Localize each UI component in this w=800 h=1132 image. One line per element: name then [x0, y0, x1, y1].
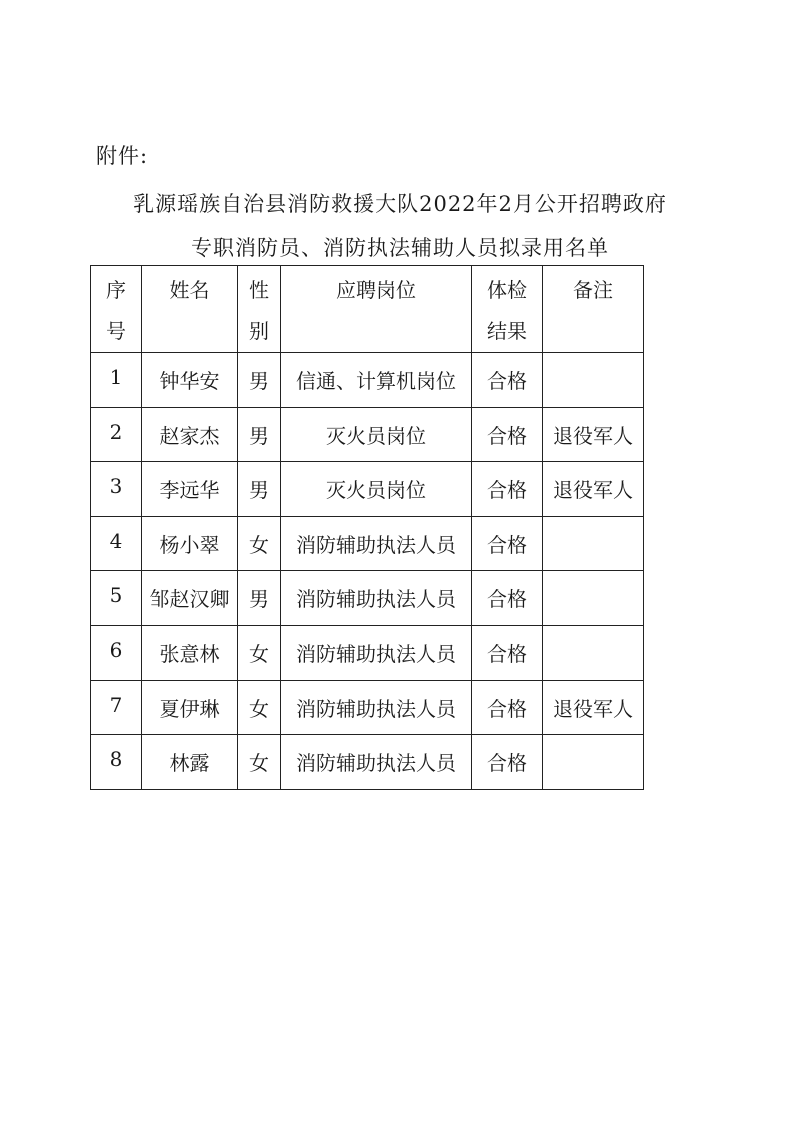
cell-position: 消防辅助执法人员	[281, 625, 472, 680]
header-note: 备注	[543, 266, 644, 353]
table-row	[91, 680, 644, 735]
document-title-line-1: 乳源瑶族自治县消防救援大队2022年2月公开招聘政府	[133, 192, 667, 216]
cell-position: 消防辅助执法人员	[281, 516, 472, 571]
cell-exam-result: 合格	[472, 680, 543, 735]
attachment-label: 附件:	[96, 144, 149, 168]
table-header-row	[91, 266, 644, 353]
cell-name: 邹赵汉卿	[142, 571, 238, 626]
cell-exam-result: 合格	[472, 625, 543, 680]
cell-exam-result: 合格	[472, 571, 543, 626]
table-row	[91, 625, 644, 680]
header-exam-result: 体检 结果	[472, 266, 543, 353]
header-position: 应聘岗位	[281, 266, 472, 353]
cell-name: 李远华	[142, 462, 238, 517]
cell-sex: 女	[238, 680, 281, 735]
table-row	[91, 735, 644, 790]
cell-position: 信通、计算机岗位	[281, 353, 472, 408]
cell-position: 消防辅助执法人员	[281, 571, 472, 626]
cell-position: 灭火员岗位	[281, 462, 472, 517]
cell-note: 退役军人	[543, 407, 644, 462]
cell-name: 夏伊琳	[142, 680, 238, 735]
cell-note	[543, 735, 644, 790]
cell-position: 消防辅助执法人员	[281, 680, 472, 735]
table-row	[91, 571, 644, 626]
cell-position: 消防辅助执法人员	[281, 735, 472, 790]
header-no: 序 号	[91, 266, 142, 353]
cell-name: 钟华安	[142, 353, 238, 408]
cell-no: 4	[91, 516, 142, 571]
cell-no: 1	[91, 353, 142, 408]
cell-exam-result: 合格	[472, 462, 543, 517]
cell-sex: 男	[238, 571, 281, 626]
cell-exam-result: 合格	[472, 516, 543, 571]
cell-name: 林露	[142, 735, 238, 790]
cell-no: 8	[91, 735, 142, 790]
document-title-line-2: 专职消防员、消防执法辅助人员拟录用名单	[191, 236, 609, 260]
header-name: 姓名	[142, 266, 238, 353]
cell-name: 杨小翠	[142, 516, 238, 571]
cell-no: 2	[91, 407, 142, 462]
cell-sex: 女	[238, 735, 281, 790]
cell-note: 退役军人	[543, 462, 644, 517]
cell-sex: 男	[238, 462, 281, 517]
cell-note	[543, 625, 644, 680]
table-row	[91, 516, 644, 571]
cell-sex: 男	[238, 407, 281, 462]
cell-exam-result: 合格	[472, 407, 543, 462]
cell-no: 5	[91, 571, 142, 626]
cell-sex: 女	[238, 625, 281, 680]
header-sex: 性 别	[238, 266, 281, 353]
cell-sex: 男	[238, 353, 281, 408]
table-row	[91, 353, 644, 408]
cell-sex: 女	[238, 516, 281, 571]
cell-no: 3	[91, 462, 142, 517]
cell-no: 7	[91, 680, 142, 735]
cell-exam-result: 合格	[472, 353, 543, 408]
cell-note	[543, 571, 644, 626]
cell-note	[543, 353, 644, 408]
cell-no: 6	[91, 625, 142, 680]
cell-exam-result: 合格	[472, 735, 543, 790]
cell-name: 赵家杰	[142, 407, 238, 462]
cell-position: 灭火员岗位	[281, 407, 472, 462]
table-row	[91, 462, 644, 517]
table-row	[91, 407, 644, 462]
cell-note	[543, 516, 644, 571]
candidate-table	[90, 265, 644, 790]
cell-note: 退役军人	[543, 680, 644, 735]
cell-name: 张意林	[142, 625, 238, 680]
